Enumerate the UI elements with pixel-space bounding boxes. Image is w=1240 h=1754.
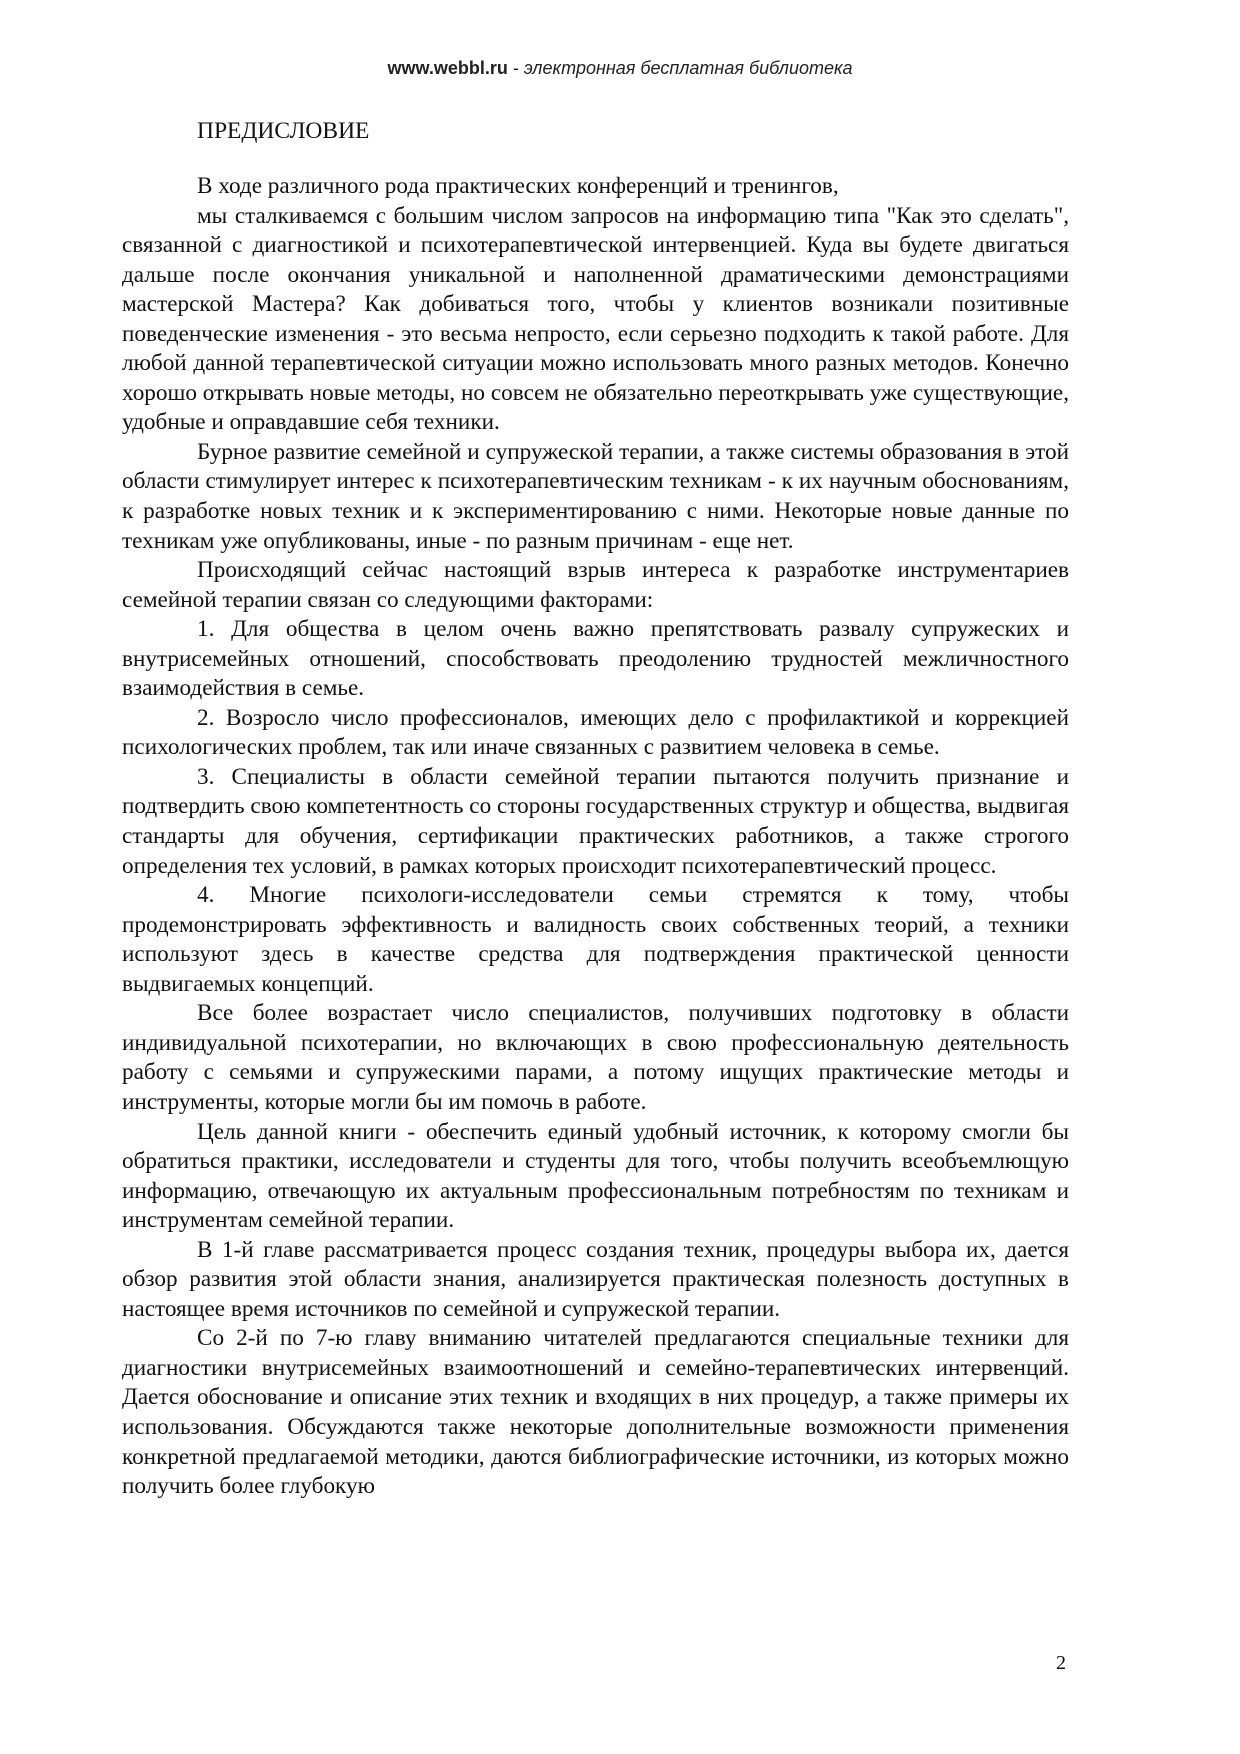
list-item-2: 2. Возросло число профессионалов, имеющих дело с профилактикой и коррекцией психологических проблем, так или иначе связанных с развитием человека в семье. xyxy=(122,704,1069,761)
paragraph-8: Со 2-й по 7-ю главу вниманию читателей предлагаются специальные техники для диагностики внутрисемейных взаимоотношений и семейно-терапевтических интервенций. Дается обоснование и описание этих техник и входящих в них процедур, а также примеры их использования. Обсуждаются также некоторые дополнительные возможности применения конкретной предлагаемой методики, даются библиографические источники, из которых можно получить более глубокую xyxy=(122,1325,1069,1500)
header-tagline: электронная бесплатная библиотека xyxy=(523,58,853,78)
list-item-4: 4. Многие психологи-исследователи семьи стремятся к тому, чтобы продемонстрировать эффективность и валидность своих собственных теорий, а техники используют здесь в качестве средства для подтверждения практической ценности выдвигаемых концепций. xyxy=(122,882,1069,997)
paragraph-5: Все более возрастает число специалистов, получивших подготовку в области индивидуальной психотерапии, но включающих в свою профессиональную деятельность работу с семьями и супружескими парами, а потому ищущих практические методы и инструменты, которые могли бы им помочь в работе. xyxy=(122,1000,1069,1115)
paragraph-6: Цель данной книги - обеспечить единый удобный источник, к которому смогли бы обратиться практики, исследователи и студенты для того, чтобы получить всеобъемлющую информацию, отвечающую их актуальным профессиональным потребностям по техникам и инструментам семейной терапии. xyxy=(122,1118,1069,1234)
list-item-1: 1. Для общества в целом очень важно препятствовать развалу супружеских и внутрисемейных отношений, способствовать преодолению трудностей межличностного взаимодействия в семье. xyxy=(122,616,1069,702)
paragraph-2: мы сталкиваемся с большим числом запросов на информацию типа "Как это сделать", связанной с диагностикой и психотерапевтической интервенцией. Куда вы будете двигаться дальше после окончания уникальной и наполненной драматическими демонстрациями мастерской Мастера? Как добиваться того, чтобы у клиентов возникали позитивные поведенческие изменения - это весьма непросто, если серьезно подходить к такой работе. Для любой данной терапевтической ситуации можно использовать много разных методов. Конечно хорошо открывать новые методы, но совсем не обязательно переоткрывать уже существующие, удобные и оправдавшие себя техники. xyxy=(122,202,1069,436)
page-header xyxy=(0,58,1240,79)
paragraph-3: Бурное развитие семейной и супружеской терапии, а также системы образования в этой области стимулирует интерес к психотерапевтическим техникам - к их научным обоснованиям, к разработке новых техник и к экспериментированию с ними. Некоторые новые данные по техникам уже опубликованы, иные - по разным причинам - еще нет. xyxy=(122,438,1069,554)
paragraph-4: Происходящий сейчас настоящий взрыв интереса к разработке инструментариев семейной терапии связан со следующими факторами: xyxy=(122,557,1069,613)
list-item-3: 3. Специалисты в области семейной терапии пытаются получить признание и подтвердить свою компетентность со стороны государственных структур и общества, выдвигая стандарты для обучения, сертификации практических работников, а также строгого определения тех условий, в рамках которых происходит психотерапевтический процесс. xyxy=(122,763,1069,879)
header-separator: - xyxy=(507,58,524,78)
header-site-link[interactable]: www.webbl.ru xyxy=(387,58,508,78)
page-number: 2 xyxy=(1056,1652,1066,1674)
document-body xyxy=(122,172,1069,1502)
paragraph-1: В ходе различного рода практических конференций и тренингов, xyxy=(197,173,839,199)
page-title: ПРЕДИСЛОВИЕ xyxy=(197,118,370,144)
paragraph-7: В 1-й главе рассматривается процесс создания техник, процедуры выбора их, дается обзор развития этой области знания, анализируется практическая полезность доступных в настоящее время источников по семейной и супружеской терапии. xyxy=(122,1236,1069,1322)
